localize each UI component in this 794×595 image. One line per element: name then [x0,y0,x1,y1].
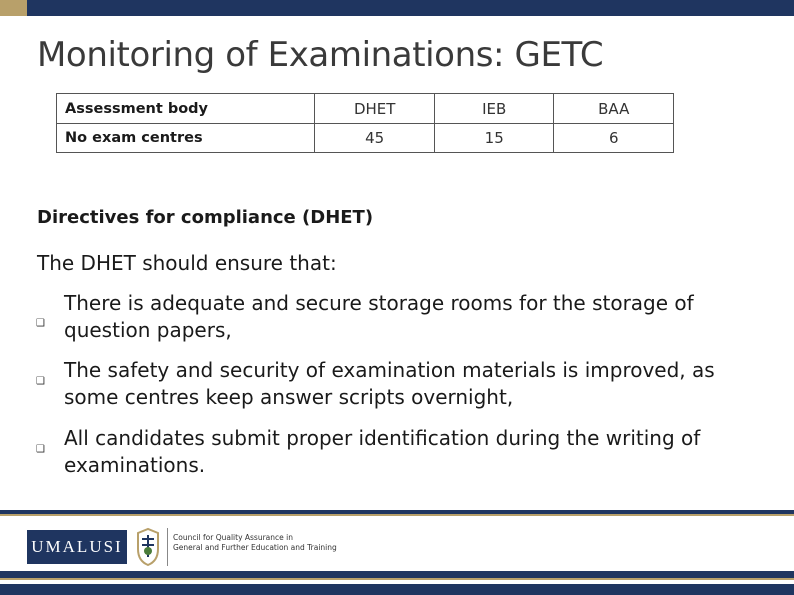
bullet-icon: ❑ [36,444,45,455]
top-banner [0,0,794,16]
table-cell: BAA [554,94,674,124]
bullet-icon: ❑ [36,376,45,387]
table-row-header: Assessment body [57,94,315,124]
bullet-text: All candidates submit proper identification during the writing of examinations. [64,426,701,477]
bottom-banner-base [0,584,794,595]
top-banner-accent [0,0,27,16]
tagline-line: General and Further Education and Training [173,543,337,552]
intro-text: The DHET should ensure that: [37,251,337,275]
table-cell: 6 [554,124,674,153]
table-row-header: No exam centres [57,124,315,153]
umalusi-logo: UMALUSI [27,530,127,564]
bullet-text: There is adequate and secure storage rooms for the storage of question papers, [64,291,694,342]
tagline-line: Council for Quality Assurance in [173,533,293,542]
table-cell: IEB [434,94,554,124]
slide-title: Monitoring of Examinations: GETC [37,35,604,75]
table-row [57,94,674,124]
bottom-banner-accent [0,578,794,580]
bottom-banner [0,571,794,578]
footer-divider [167,528,168,566]
table-cell: DHET [315,94,435,124]
footer-rule-accent [0,514,794,516]
bullet-icon: ❑ [36,318,45,329]
directives-subheading: Directives for compliance (DHET) [37,207,374,228]
table-row [57,124,674,153]
table-cell: 45 [315,124,435,153]
bullet-text: The safety and security of examination materials is improved, as some centres keep answer scripts overnight, [64,358,715,409]
umalusi-emblem-icon [132,525,164,569]
assessment-table [56,93,674,153]
footer-tagline [173,533,337,553]
table-cell: 15 [434,124,554,153]
